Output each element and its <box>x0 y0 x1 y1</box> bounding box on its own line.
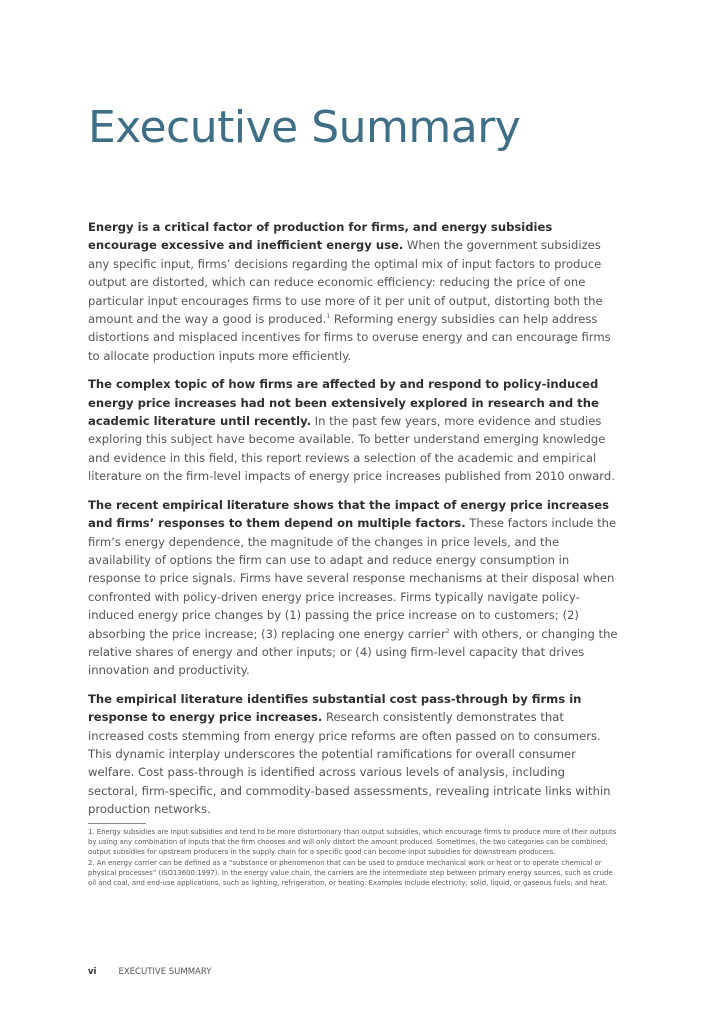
paragraph-2 <box>88 375 618 485</box>
footnote-ref-1: 1 <box>326 313 331 321</box>
footnote-2: 2. An energy carrier can be defined as a “substance or phenomenon that can be used to produce mechanical work or heat or to operate chemical or physical processes” (ISO13600:1997). In the energy value chain, the carriers are the intermediate step between primary energy sources, such as crude oil and coal, and end-use applications, such as lighting, refrigeration, or heating. Examples include electricity; solid, liquid, or gaseous fuels; and heat. <box>88 858 613 888</box>
footnote-1: 1. Energy subsidies are input subsidies and tend to be more distortionary than output subsidies, which encourage firms to produce more of their outputs by using any combination of inputs that the firm chooses and will only distort the amount produced. Sometimes, the two categories can be combined; output subsidies for upstream producers in the supply chain for a specific good can become input subsidies for downstream producers. <box>88 828 617 857</box>
footnote-divider <box>88 823 146 824</box>
running-head: EXECUTIVE SUMMARY <box>118 967 212 977</box>
paragraph-4-text: Research consistently demonstrates that increased costs stemming from energy price reforms are often passed on to consumers. This dynamic interplay underscores the potential ramifications for overall consumer welfare. Cost pass-through is identified across various levels of analysis, including sectoral, firm-specific, and commodity-based assessments, revealing intricate links within production networks. <box>88 710 611 817</box>
paragraph-3-text-cont: with others, or changing the relative shares of energy and other inputs; or (4) using firm-level capacity that drives innovation and productivity. <box>88 626 618 678</box>
page-number: vi <box>88 967 97 977</box>
paragraph-4 <box>88 690 618 819</box>
paragraph-3 <box>88 496 618 680</box>
paragraph-3-lead: The recent empirical literature shows that the impact of energy price increases and firms’ responses to them depend on multiple factors. <box>88 497 609 531</box>
footnotes <box>88 827 618 888</box>
footnote-ref-2: 2 <box>445 627 450 635</box>
paragraph-4-lead: The empirical literature identifies substantial cost pass-through by firms in response to energy price increases. <box>88 691 582 725</box>
paragraph-2-text: In the past few years, more evidence and studies exploring this subject have become available. To better understand emerging knowledge and evidence in this field, this report reviews a selection of the academic and empirical literature on the firm-level impacts of energy price increases published from 2010 onward. <box>88 414 615 484</box>
paragraph-1-lead: Energy is a critical factor of production for firms, and energy subsidies encourage excessive and inefficient energy use. <box>88 220 553 253</box>
paragraph-2-lead: The complex topic of how firms are affected by and respond to policy-induced energy price increases had not been extensively explored in research and the academic literature until recently. <box>88 377 599 429</box>
paragraph-3-text: These factors include the firm’s energy dependence, the magnitude of the changes in price levels, and the availability of options the firm can use to adapt and reduce energy consumption in response to price signals. Firms have several response mechanisms at their disposal when confronted with policy-driven energy price increases. Firms typically navigate policy-induced energy price changes by (1) passing the price increase on to customers; (2) absorbing the price increase; (3) replacing one energy carrier <box>88 516 617 641</box>
page-title: Executive Summary <box>88 102 521 153</box>
paragraph-1-text-cont: Reforming energy subsidies can help address distortions and misplaced incentives for firms to overuse energy and can encourage firms to allocate production inputs more efficiently. <box>88 312 611 363</box>
body-text <box>88 218 618 829</box>
paragraph-1-text: When the government subsidizes any specific input, firms’ decisions regarding the optimal mix of input factors to produce output are distorted, which can reduce economic efficiency: reducing the price of one particular input encourages firms to use more of it per unit of output, distorting both the amount and the way a good is produced. <box>88 238 603 327</box>
paragraph-1 <box>88 218 618 365</box>
page-footer <box>88 966 211 978</box>
